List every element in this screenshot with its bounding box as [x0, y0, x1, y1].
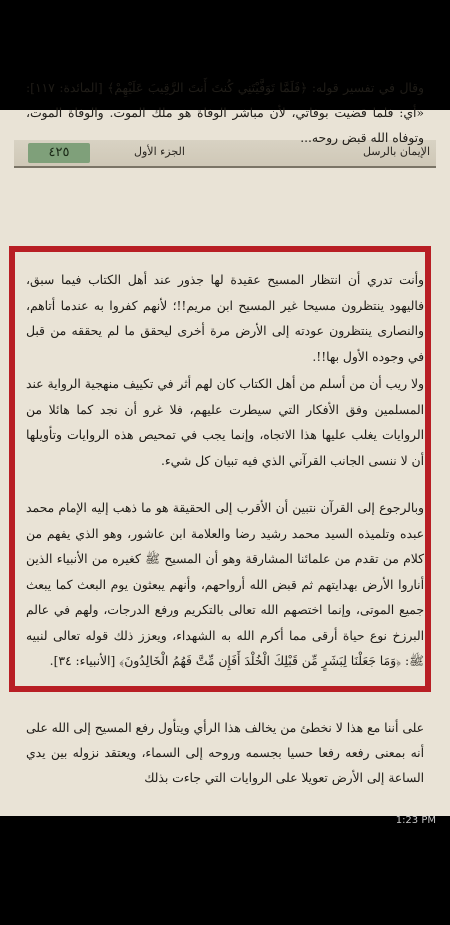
section-label: الجزء الأول — [134, 145, 185, 158]
status-clock: 1:23 PM — [395, 815, 436, 826]
page-number: ٤٢٥ — [28, 143, 90, 163]
book-title: الإيمان بالرسل — [362, 145, 430, 158]
intro-paragraph: وقال في تفسير قوله: ﴿فَلَمَّا تَوَفَّيْتَنِي كُنتَ أَنتَ الرَّقِيبَ عَلَيْهِمْ﴾ [المائدة: ١١٧]: «أي: فلما قضيت بوفاتي، لأن مباشر الوفاة هو ملك الموت. والوفاة الموت، وتوفاه الله قبض روحه... — [26, 81, 424, 145]
framed-paragraph-1: وأنت تدري أن انتظار المسيح عقيدة لها جذور عند أهل الكتاب فيما سبق، فاليهود ينتظرون مسيحا غير المسيح ابن مريم!!؛ لأنهم كفروا به عندما أتاهم، والنصارى ينتظرون عودته إلى الأرض مرة أخرى ليحقق ما لم يحققه من قبل في وجوده الأول بها!!. — [26, 273, 424, 364]
after-frame-paragraph: على أننا مع هذا لا نخطئ من يخالف هذا الرأي ويتأول رفع المسيح إلى الله على أنه بمعنى رفعه رفعا حسيا بجسمه وروحه إلى السماء، ويعتقد نزوله بين يدي الساعة إلى الأرض تعويلا على الروايات التي جاءت بذلك — [26, 721, 424, 785]
framed-paragraph-2: ولا ريب أن من أسلم من أهل الكتاب كان لهم أثر في تكييف منهجية الرواية عند المسلمين وفق الأفكار التي سيطرت عليهم، فلا غرو أن نجد كما هائلا من الروايات يغلب عليها هذا الاتجاه، وإنما يجب في تمحيص هذه الروايات وتأويلها أن لا ننسى الجانب القرآني الذي فيه تبيان كل شيء. — [26, 377, 424, 468]
framed-paragraph-3: وبالرجوع إلى القرآن نتبين أن الأقرب إلى الحقيقة هو ما ذهب إليه الإمام محمد عبده وتلميذه السيد محمد رشيد رضا والعلامة ابن عاشور، وهو الذي يفهم من كلام من تقدم من علمائنا المشارقة وهو أن المسيح ﷺ كغيره من الأنبياء الذين أناروا الأرض بهدايتهم ثم قبض الله أرواحهم، وأنهم يبعثون يوم البعث كما يبعث جميع الموتى، وإنما اختصهم الله تعالى بالتكريم ورفع الدرجات، ولهم في عالم البرزخ نوع حياة أرقى مما أكرم الله به الشهداء، ويعزز ذلك قوله تعالى لنبيه ﷺ: ﴿وَمَا جَعَلْنَا لِبَشَرٍ مِّن قَبْلِكَ الْخُلْدَ أَفَإِن مِّتَّ فَهُمُ الْخَالِدُونَ﴾ [الأنبياء: ٣٤]. — [26, 501, 424, 668]
